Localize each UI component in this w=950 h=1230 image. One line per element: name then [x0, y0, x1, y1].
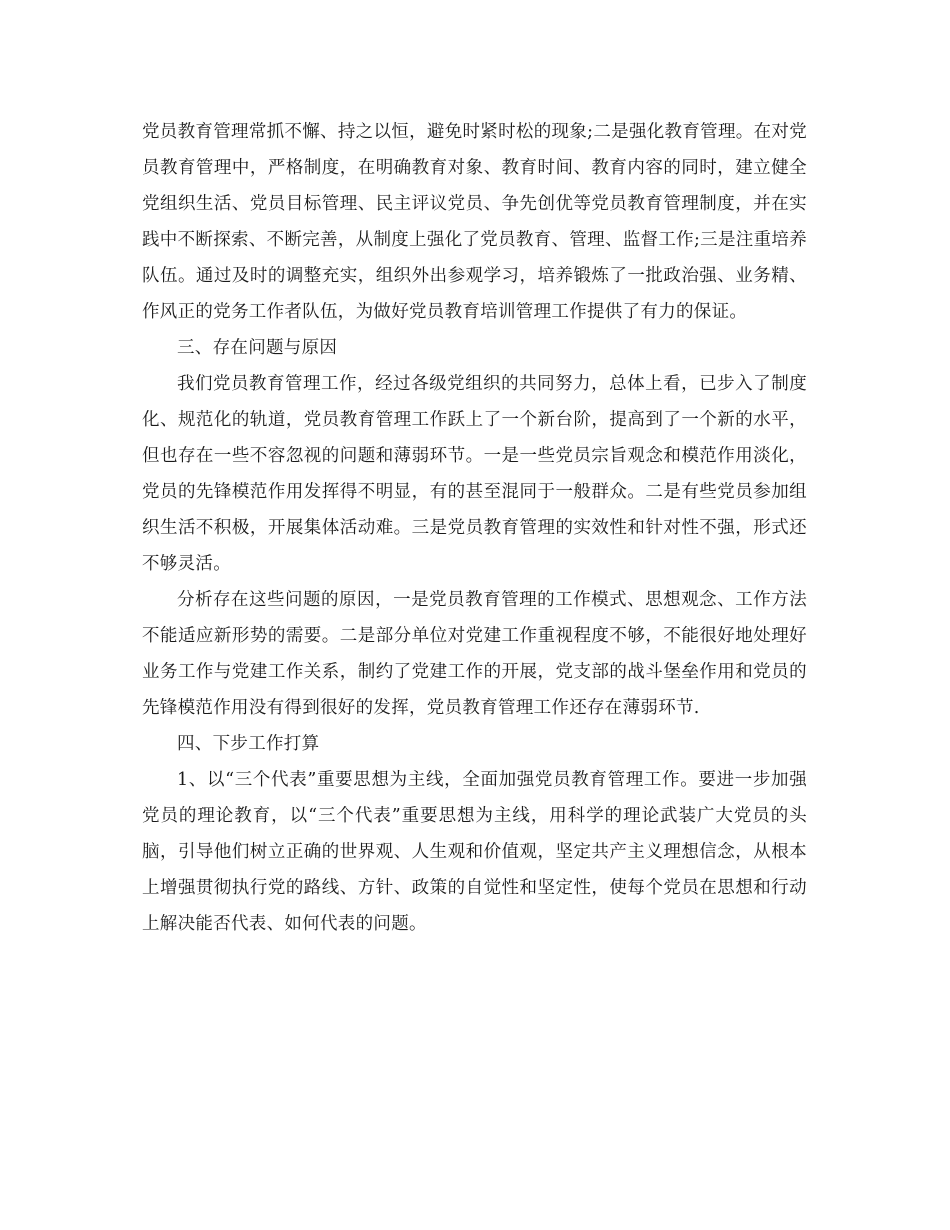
document-body — [142, 114, 807, 942]
paragraph-causes: 分析存在这些问题的原因，一是党员教育管理的工作模式、思想观念、工作方法不能适应新形势的需要。二是部分单位对党建工作重视程度不够，不能很好地处理好业务工作与党建工作关系，制约了党建工作的开展，党支部的战斗堡垒作用和党员的先锋模范作用没有得到很好的发挥，党员教育管理工作还存在薄弱环节. — [142, 590, 807, 718]
section-heading-problems: 三、存在问题与原因 — [177, 338, 338, 358]
paragraph-next-step-1: 1、以“三个代表”重要思想为主线，全面加强党员教育管理工作。要进一步加强党员的理论教育，以“三个代表”重要思想为主线，用科学的理论武装广大党员的头脑，引导他们树立正确的世界观、人生观和价值观，坚定共产主义理想信念，从根本上增强贯彻执行党的路线、方针、政策的自觉性和坚定性，使每个党员在思想和行动上解决能否代表、如何代表的问题。 — [142, 770, 807, 934]
paragraph-problems: 我们党员教育管理工作，经过各级党组织的共同努力，总体上看，已步入了制度化、规范化的轨道，党员教育管理工作跃上了一个新台阶，提高到了一个新的水平，但也存在一些不容忽视的问题和薄弱环节。一是一些党员宗旨观念和模范作用淡化，党员的先锋模范作用发挥得不明显，有的甚至混同于一般群众。二是有些党员参加组织生活不积极，开展集体活动难。三是党员教育管理的实效性和针对性不强，形式还不够灵活。 — [142, 374, 807, 574]
section-heading-next-steps: 四、下步工作打算 — [177, 734, 320, 754]
paragraph-continuation: 党员教育管理常抓不懈、持之以恒，避免时紧时松的现象;二是强化教育管理。在对党员教育管理中，严格制度，在明确教育对象、教育时间、教育内容的同时，建立健全党组织生活、党员目标管理、民主评议党员、争先创优等党员教育管理制度，并在实践中不断探索、不断完善，从制度上强化了党员教育、管理、监督工作;三是注重培养队伍。通过及时的调整充实，组织外出参观学习，培养锻炼了一批政治强、业务精、作风正的党务工作者队伍，为做好党员教育培训管理工作提供了有力的保证。 — [142, 122, 807, 322]
